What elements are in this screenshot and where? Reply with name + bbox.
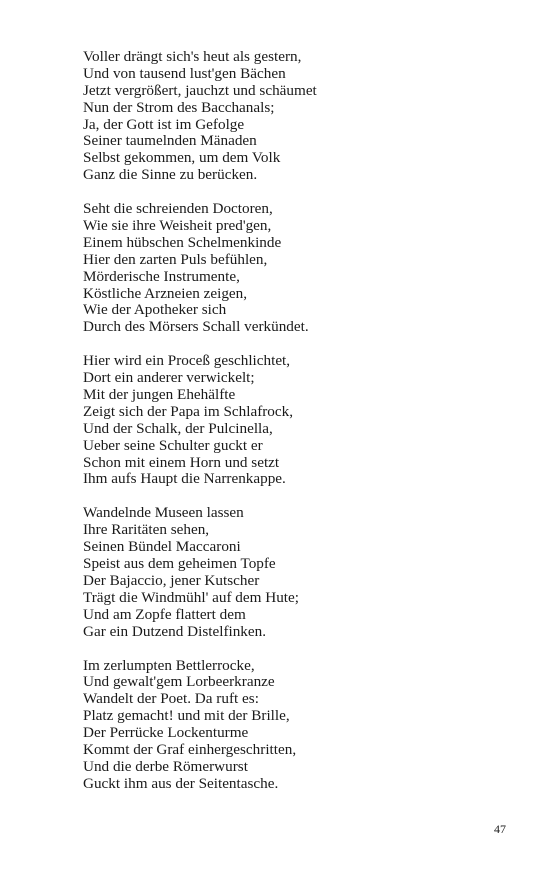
poem-line: Dort ein anderer verwickelt; bbox=[83, 369, 255, 387]
poem-text bbox=[83, 49, 523, 810]
poem-line: Ganz die Sinne zu berücken. bbox=[83, 166, 258, 184]
poem-line: Voller drängt sich's heut als gestern, bbox=[83, 48, 302, 65]
poem-line: Zeigt sich der Papa im Schlafrock, bbox=[83, 402, 294, 420]
poem-line: Ihm aufs Haupt die Narrenkappe. bbox=[83, 470, 286, 488]
poem-line: Köstliche Arzneien zeigen, bbox=[83, 284, 248, 302]
poem-line: Seinen Bündel Maccaroni bbox=[83, 538, 241, 556]
stanza-4 bbox=[83, 505, 523, 640]
poem-line: Speist aus dem geheimen Topfe bbox=[83, 555, 276, 573]
poem-line: Wandelt der Poet. Da ruft es: bbox=[83, 690, 259, 708]
poem-line: Wie sie ihre Weisheit pred'gen, bbox=[83, 217, 272, 235]
poem-line: Wandelnde Museen lassen bbox=[83, 504, 244, 522]
poem-line: Hier wird ein Proceß geschlichtet, bbox=[83, 352, 291, 370]
poem-line: Jetzt vergrößert, jauchzt und schäumet bbox=[83, 81, 317, 99]
poem-line: Kommt der Graf einhergeschritten, bbox=[83, 740, 297, 758]
stanza-1 bbox=[83, 49, 523, 184]
poem-line: Selbst gekommen, um dem Volk bbox=[83, 149, 281, 167]
poem-line: Mit der jungen Ehehälfte bbox=[83, 386, 236, 404]
poem-line: Und am Zopfe flattert dem bbox=[83, 605, 246, 623]
poem-line: Und von tausend lust'gen Bächen bbox=[83, 64, 286, 82]
poem-line: Ueber seine Schulter guckt er bbox=[83, 436, 263, 454]
stanza-5 bbox=[83, 658, 523, 793]
poem-line: Guckt ihm aus der Seitentasche. bbox=[83, 774, 279, 792]
poem-line: Trägt die Windmühl' auf dem Hute; bbox=[83, 588, 299, 606]
page-number: 47 bbox=[494, 822, 506, 836]
poem-line: Seiner taumelnden Mänaden bbox=[83, 132, 257, 150]
poem-line: Wie der Apotheker sich bbox=[83, 301, 227, 319]
poem-line: Und die derbe Römerwurst bbox=[83, 757, 248, 775]
poem-line: Nun der Strom des Bacchanals; bbox=[83, 98, 275, 116]
poem-line: Der Bajaccio, jener Kutscher bbox=[83, 571, 260, 589]
poem-line: Seht die schreienden Doctoren, bbox=[83, 200, 273, 218]
poem-line: Schon mit einem Horn und setzt bbox=[83, 453, 280, 471]
poem-line: Und der Schalk, der Pulcinella, bbox=[83, 419, 273, 437]
poem-line: Platz gemacht! und mit der Brille, bbox=[83, 707, 290, 725]
poem-line: Durch des Mörsers Schall verkündet. bbox=[83, 318, 309, 336]
stanza-2 bbox=[83, 201, 523, 336]
poem-line: Gar ein Dutzend Distelfinken. bbox=[83, 622, 267, 640]
poem-line: Ihre Raritäten sehen, bbox=[83, 521, 210, 539]
poem-line: Im zerlumpten Bettlerrocke, bbox=[83, 656, 255, 674]
poem-line: Hier den zarten Puls befühlen, bbox=[83, 250, 268, 268]
poem-line: Und gewalt'gem Lorbeerkranze bbox=[83, 673, 275, 691]
poem-line: Ja, der Gott ist im Gefolge bbox=[83, 115, 245, 133]
poem-line: Der Perrücke Lockenturme bbox=[83, 724, 249, 742]
poem-line: Einem hübschen Schelmenkinde bbox=[83, 233, 282, 251]
stanza-3 bbox=[83, 353, 523, 488]
poem-line: Mörderische Instrumente, bbox=[83, 267, 240, 285]
